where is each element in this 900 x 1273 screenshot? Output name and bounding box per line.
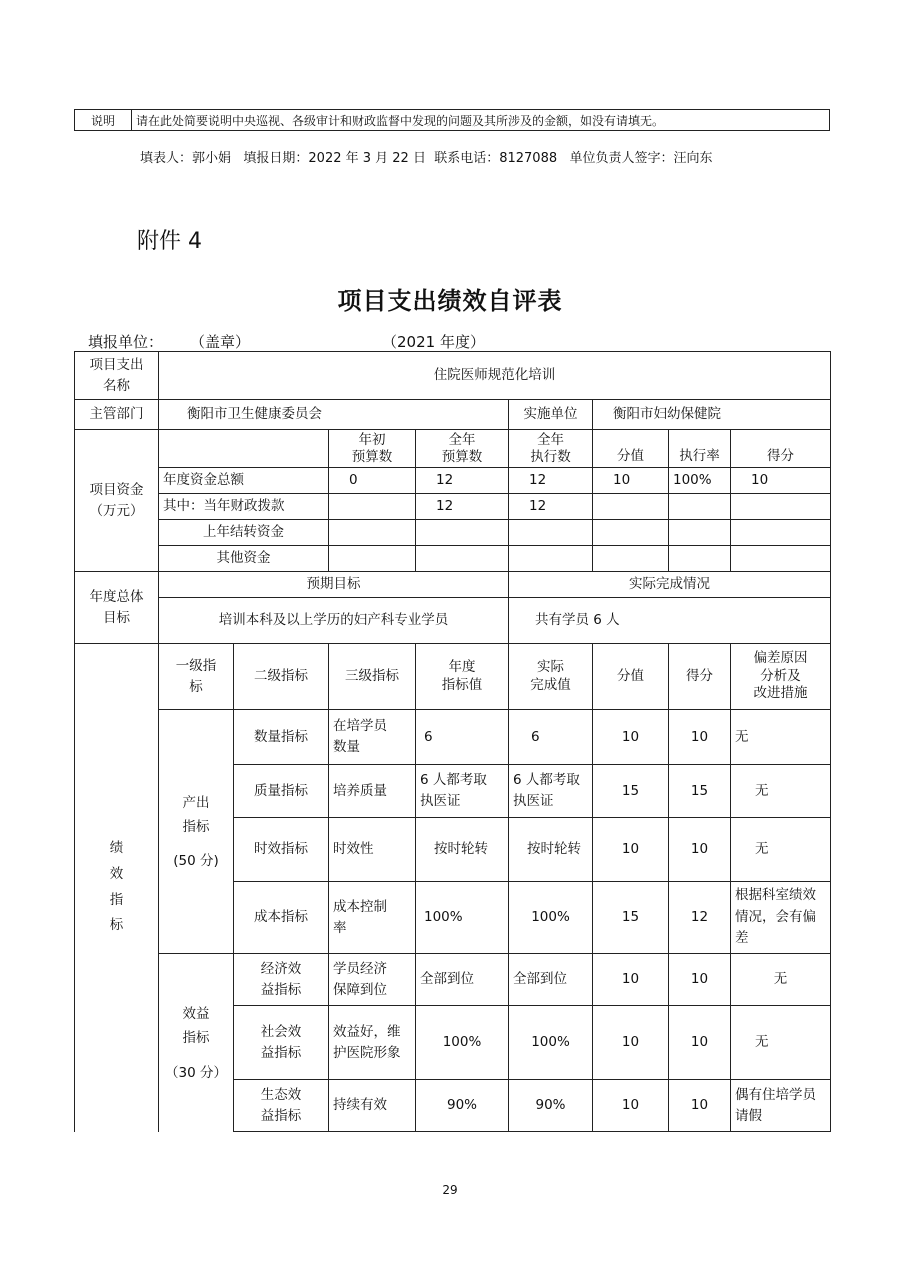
- indicator-score: 10: [669, 1006, 731, 1080]
- expected-goal-value: 培训本科及以上学历的妇产科专业学员: [159, 598, 509, 644]
- indicator-actual: 6 人都考取执医证: [509, 765, 593, 818]
- indicator-score: 12: [669, 882, 731, 954]
- indicator-score: 10: [669, 1080, 731, 1132]
- funds-row-carryover: [75, 520, 831, 546]
- indicator-l2: 生态效益指标: [234, 1080, 329, 1132]
- indicator-header-target: 年度 指标值: [416, 644, 509, 710]
- funds-cell: 100%: [669, 468, 731, 494]
- indicators-label: 绩效指标: [75, 644, 159, 1132]
- fill-unit-label: 填报单位：: [88, 333, 164, 351]
- funds-cell: [593, 494, 669, 520]
- indicator-target: 100%: [416, 882, 509, 954]
- note-text: 请在此处简要说明中央巡视、各级审计和财政监督中发现的问题及其所涉及的金额，如没有请填无。: [132, 110, 830, 131]
- indicator-points: 10: [593, 1080, 669, 1132]
- funds-row-other: [75, 546, 831, 572]
- indicator-header-reason: 偏差原因 分析及 改进措施: [731, 644, 831, 710]
- indicator-l3: 在培学员数量: [329, 710, 416, 765]
- indicator-l3: 持续有效: [329, 1080, 416, 1132]
- funds-header-points: 分值: [593, 430, 669, 468]
- funds-cell: [731, 546, 831, 572]
- indicator-header-l2: 二级指标: [234, 644, 329, 710]
- indicator-points: 10: [593, 710, 669, 765]
- funds-header-rate: 执行率: [669, 430, 731, 468]
- funds-cell: 12: [509, 468, 593, 494]
- impl-label: 实施单位: [509, 400, 593, 430]
- indicator-reason: 无: [731, 1006, 831, 1080]
- funds-cell: [669, 546, 731, 572]
- project-name-value: 住院医师规范化培训: [159, 352, 831, 400]
- dept-value: 衡阳市卫生健康委员会: [159, 400, 509, 430]
- indicator-score: 10: [669, 710, 731, 765]
- funds-cell: 12: [416, 468, 509, 494]
- expected-goal-label: 预期目标: [159, 572, 509, 598]
- funds-cell: [593, 520, 669, 546]
- funds-cell: [593, 546, 669, 572]
- indicator-l3: 学员经济保障到位: [329, 954, 416, 1006]
- funds-cell: [509, 546, 593, 572]
- self-evaluation-table: [74, 351, 831, 1132]
- funds-header-blank: [159, 430, 329, 468]
- indicator-points: 10: [593, 954, 669, 1006]
- indicator-reason: 无: [731, 710, 831, 765]
- indicator-l2: 社会效益指标: [234, 1006, 329, 1080]
- funds-header-annual: 全年 预算数: [416, 430, 509, 468]
- funds-cell: 12: [509, 494, 593, 520]
- indicator-header-l3: 三级指标: [329, 644, 416, 710]
- funds-cell: [669, 520, 731, 546]
- indicator-points: 10: [593, 1006, 669, 1080]
- indicator-actual: 6: [509, 710, 593, 765]
- indicator-score: 15: [669, 765, 731, 818]
- indicator-l2: 时效指标: [234, 818, 329, 882]
- funds-header-initial: 年初 预算数: [329, 430, 416, 468]
- indicator-actual: 按时轮转: [509, 818, 593, 882]
- indicator-header-row: [75, 644, 831, 710]
- funds-row-label: 上年结转资金: [159, 520, 329, 546]
- impl-value: 衡阳市妇幼保健院: [593, 400, 831, 430]
- funds-row-fiscal: [75, 494, 831, 520]
- indicator-reason: 无: [731, 818, 831, 882]
- dept-label: 主管部门: [75, 400, 159, 430]
- indicator-actual: 90%: [509, 1080, 593, 1132]
- annual-goal-label: 年度总体目标: [75, 572, 159, 644]
- indicator-actual: 100%: [509, 1006, 593, 1080]
- funds-cell: [329, 520, 416, 546]
- funds-cell: [731, 494, 831, 520]
- indicator-score: 10: [669, 954, 731, 1006]
- indicator-points: 15: [593, 882, 669, 954]
- indicator-l3: 效益好，维护医院形象: [329, 1006, 416, 1080]
- funds-row-label: 年度资金总额: [159, 468, 329, 494]
- indicator-l3: 时效性: [329, 818, 416, 882]
- indicator-points: 15: [593, 765, 669, 818]
- attachment-label: 附件 4: [137, 229, 202, 254]
- funds-header-executed: 全年 执行数: [509, 430, 593, 468]
- note-label: 说明: [75, 110, 132, 131]
- funds-row-label: 其中：当年财政拨款: [159, 494, 329, 520]
- indicator-target: 按时轮转: [416, 818, 509, 882]
- indicator-reason: 无: [731, 954, 831, 1006]
- indicator-l2: 成本指标: [234, 882, 329, 954]
- seal-label: （盖章）: [190, 333, 251, 351]
- funds-row-label: 其他资金: [159, 546, 329, 572]
- funds-cell: 10: [593, 468, 669, 494]
- indicator-header-points: 分值: [593, 644, 669, 710]
- funds-cell: 10: [731, 468, 831, 494]
- indicator-target: 90%: [416, 1080, 509, 1132]
- indicator-actual: 全部到位: [509, 954, 593, 1006]
- indicator-l2: 质量指标: [234, 765, 329, 818]
- indicator-l2: 数量指标: [234, 710, 329, 765]
- funds-cell: [416, 520, 509, 546]
- funds-cell: [669, 494, 731, 520]
- funds-cell: [416, 546, 509, 572]
- indicator-l2: 经济效益指标: [234, 954, 329, 1006]
- fiscal-year-label: （2021 年度）: [382, 333, 485, 351]
- indicator-reason: 偶有住培学员请假: [731, 1080, 831, 1132]
- actual-completion-label: 实际完成情况: [509, 572, 831, 598]
- funds-cell: [329, 494, 416, 520]
- funds-cell: [731, 520, 831, 546]
- indicator-l3: 成本控制率: [329, 882, 416, 954]
- note-table: [74, 109, 830, 131]
- page-number: 29: [442, 1183, 458, 1197]
- indicator-target: 100%: [416, 1006, 509, 1080]
- page-title: 项目支出绩效自评表: [337, 287, 563, 315]
- indicator-l3: 培养质量: [329, 765, 416, 818]
- indicator-actual: 100%: [509, 882, 593, 954]
- funds-cell: [329, 546, 416, 572]
- indicator-header-l1: 一级指标: [159, 644, 234, 710]
- indicator-row: [75, 954, 831, 1006]
- funds-header-row: [75, 430, 831, 468]
- filler-info-line: 填表人：郭小娟 填报日期：2022 年 3 月 22 日 联系电话：8127088 单位负责人签字：汪向东: [140, 151, 713, 166]
- funds-cell: 0: [329, 468, 416, 494]
- indicator-header-score: 得分: [669, 644, 731, 710]
- indicator-target: 全部到位: [416, 954, 509, 1006]
- funds-header-score: 得分: [731, 430, 831, 468]
- indicator-target: 6: [416, 710, 509, 765]
- funds-label: 项目资金 （万元）: [75, 430, 159, 572]
- funds-cell: 12: [416, 494, 509, 520]
- actual-completion-value: 共有学员 6 人: [509, 598, 831, 644]
- indicator-target: 6 人都考取执医证: [416, 765, 509, 818]
- project-name-label: 项目支出名称: [75, 352, 159, 400]
- indicator-score: 10: [669, 818, 731, 882]
- indicator-reason: 根据科室绩效情况，会有偏差: [731, 882, 831, 954]
- indicator-reason: 无: [731, 765, 831, 818]
- benefit-indicator-group: 效益指标 （30 分）: [159, 954, 234, 1132]
- funds-cell: [509, 520, 593, 546]
- indicator-row: [75, 710, 831, 765]
- indicator-points: 10: [593, 818, 669, 882]
- output-indicator-group: 产出指标 (50 分): [159, 710, 234, 954]
- indicator-header-actual: 实际 完成值: [509, 644, 593, 710]
- funds-row-total: [75, 468, 831, 494]
